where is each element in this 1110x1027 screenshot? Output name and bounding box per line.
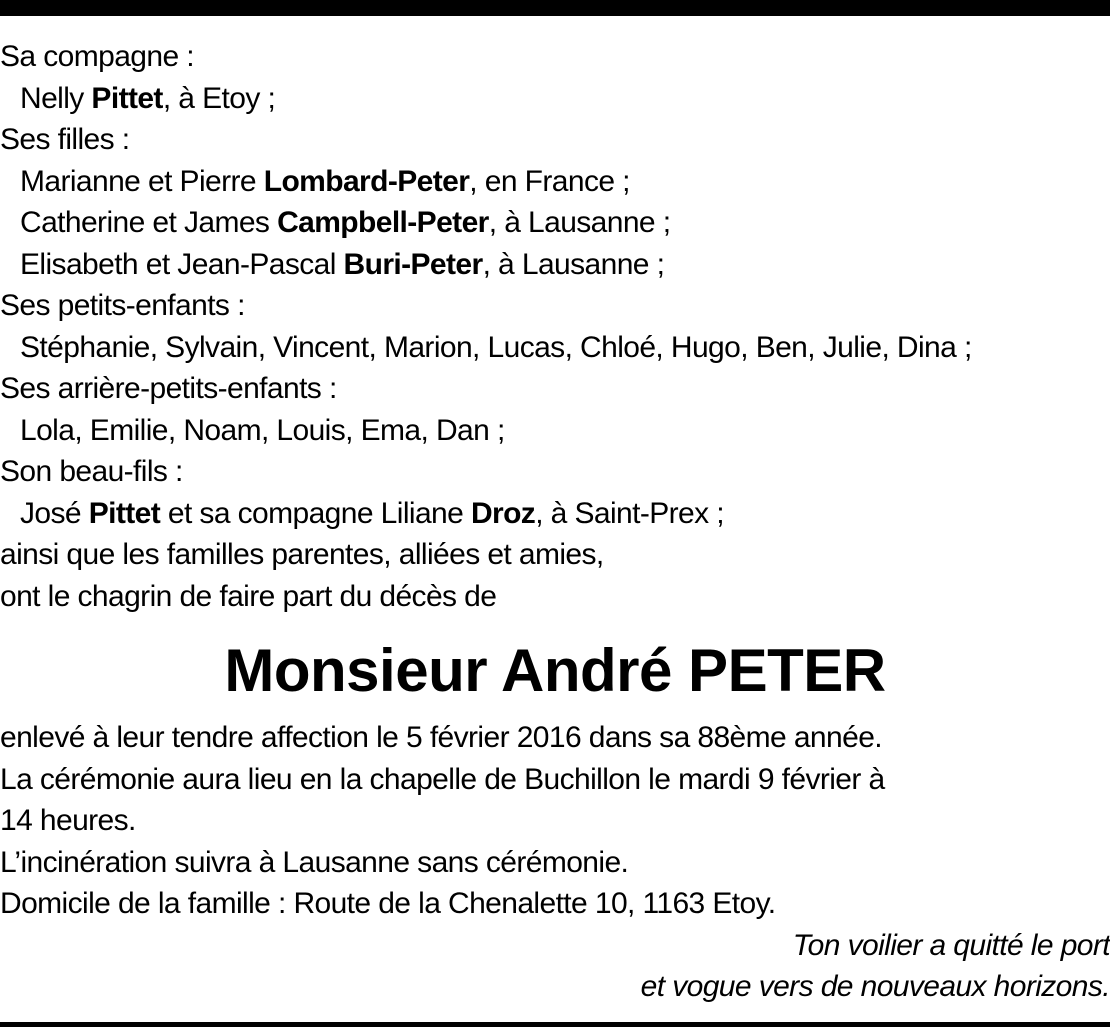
stepson-middle: et sa compagne Liliane bbox=[160, 496, 471, 530]
daughter-last: Lombard-Peter bbox=[263, 164, 470, 198]
stepson-partner-last: Droz bbox=[470, 496, 536, 530]
death-details: enlevé à leur tendre affection le 5 février 2016 dans sa 88ème année. bbox=[0, 721, 883, 754]
daughter-first: Elisabeth et Jean-Pascal bbox=[20, 247, 344, 281]
stepson-rest: , à Saint-Prex ; bbox=[535, 496, 725, 530]
grandchildren-heading: Ses petits-enfants : bbox=[0, 289, 245, 322]
daughter-first: Catherine et James bbox=[20, 206, 278, 239]
daughter-line bbox=[0, 202, 1110, 244]
daughter-line bbox=[0, 244, 1110, 286]
ceremony-line-1: La cérémonie aura lieu en la chapelle de Buchillon le mardi 9 février à bbox=[0, 762, 885, 796]
partner-line bbox=[0, 78, 1110, 120]
daughter-last: Buri-Peter bbox=[343, 247, 483, 281]
stepson-first: José bbox=[20, 496, 89, 530]
partner-first: Nelly bbox=[20, 81, 92, 115]
obituary-notice bbox=[0, 36, 1110, 1008]
stepson-line bbox=[0, 493, 1110, 535]
daughter-rest: , à Lausanne ; bbox=[482, 247, 665, 281]
grandchildren-list: Stéphanie, Sylvain, Vincent, Marion, Lucas, Chloé, Hugo, Ben, Julie, Dina ; bbox=[20, 330, 972, 364]
partner-last: Pittet bbox=[91, 81, 163, 115]
daughter-last: Campbell-Peter bbox=[277, 206, 489, 239]
announcement-line: ont le chagrin de faire part du décès de bbox=[0, 579, 497, 613]
ceremony-line-2: 14 heures. bbox=[0, 804, 136, 837]
domicile-line: Domicile de la famille : Route de la Chenalette 10, 1163 Etoy. bbox=[0, 887, 776, 920]
daughter-first: Marianne et Pierre bbox=[20, 164, 264, 198]
stepson-last: Pittet bbox=[88, 496, 161, 530]
bottom-rule bbox=[0, 1022, 1110, 1027]
stepson-heading: Son beau-fils : bbox=[0, 455, 183, 488]
daughter-rest: , en France ; bbox=[469, 164, 630, 198]
deceased-name: Monsieur André PETER bbox=[224, 637, 886, 704]
great-grandchildren-heading: Ses arrière-petits-enfants : bbox=[0, 372, 337, 405]
partner-rest: , à Etoy ; bbox=[162, 81, 276, 115]
relatives-line: ainsi que les familles parentes, alliées et amies, bbox=[0, 538, 604, 571]
daughters-heading: Ses filles : bbox=[0, 123, 130, 156]
quote-line-2: et vogue vers de nouveaux horizons. bbox=[640, 970, 1110, 1003]
cremation-line: L’incinération suivra à Lausanne sans cérémonie. bbox=[0, 845, 629, 879]
partner-heading: Sa compagne : bbox=[0, 40, 194, 73]
quote-line-1: Ton voilier a quitté le port bbox=[792, 928, 1110, 962]
daughter-line bbox=[0, 161, 1110, 203]
daughter-rest: , à Lausanne ; bbox=[488, 206, 671, 239]
top-rule bbox=[0, 0, 1110, 16]
great-grandchildren-list: Lola, Emilie, Noam, Louis, Ema, Dan ; bbox=[20, 413, 505, 447]
